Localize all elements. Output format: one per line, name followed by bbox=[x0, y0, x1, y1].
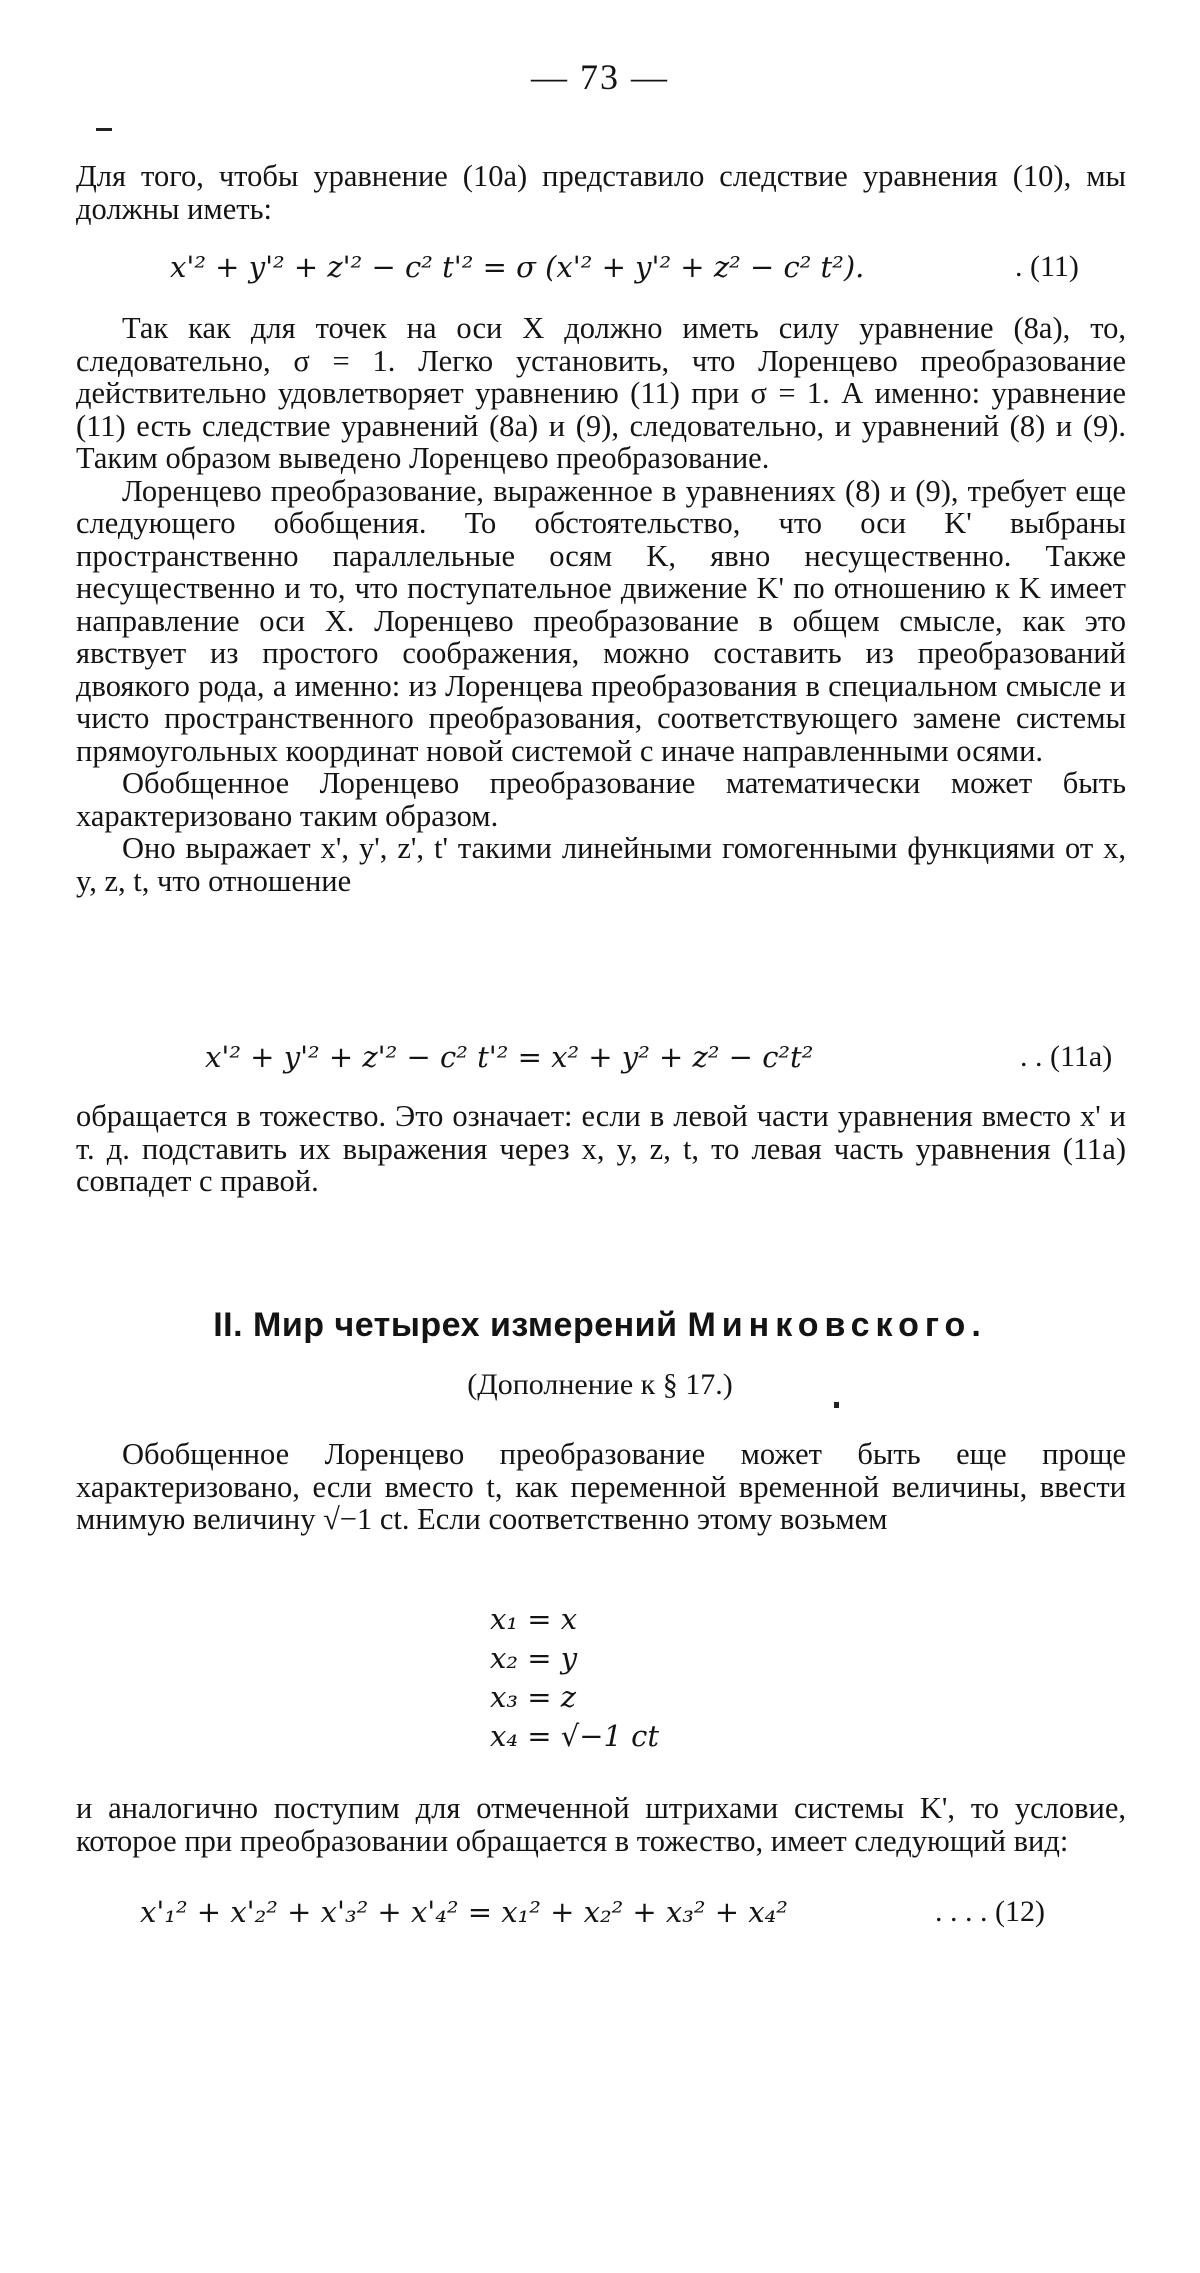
section-paragraph-block bbox=[76, 1438, 1126, 1536]
section-heading-prefix: II. bbox=[213, 1306, 244, 1344]
coordinate-equations bbox=[490, 1600, 659, 1756]
intro-paragraph: Для того, чтобы уравнение (10a) представило следствие уравнения (10), мы должны иметь: bbox=[76, 159, 1126, 226]
intro-paragraph-block bbox=[76, 160, 1126, 225]
section-heading-main: Мир четырех измерений bbox=[253, 1306, 678, 1344]
after-11a-block bbox=[76, 1100, 1126, 1198]
middle-paragraphs bbox=[76, 312, 1126, 897]
print-speck bbox=[834, 1402, 839, 1408]
equation-x3: x₃ = z bbox=[490, 1680, 576, 1714]
section-heading-name: Минковского. bbox=[687, 1306, 987, 1344]
equation-number-12: . . . . (12) bbox=[935, 1895, 1045, 1928]
equation-number-11a: . . (11a) bbox=[1020, 1040, 1113, 1073]
equation-x1: x₁ = x bbox=[490, 1602, 578, 1636]
paragraph-generalization: Лоренцево преобразование, выраженное в уравнениях (8) и (9), требует еще следующего обобщения. То обстоятельство, что оси K' выбраны пространственно параллельные осям K, явно несущественно. Также несущественно и то, что поступательное движение K' по отношению к K имеет направление оси X. Лоренцево преобразование в общем смысле, как это явствует из простого соображения, можно составить из преобразований двоякого рода, а именно: из Лоренцева преобразования в специальном смысле и чисто пространственного преобразования, соответствующего замене системы прямоугольных координат новой системой с иначе направленными осями. bbox=[76, 473, 1126, 768]
formula-11: x'² + y'² + z'² − c² t'² = σ (x'² + y'² + z² − c² t²). bbox=[170, 250, 865, 284]
formula-12: x'₁² + x'₂² + x'₃² + x'₄² = x₁² + x₂² + x₃² + x₄² bbox=[140, 1895, 788, 1929]
page-number: — 73 — bbox=[531, 57, 669, 97]
paragraph-linear-functions: Оно выражает x', y', z', t' такими линейными гомогенными функциями от x, y, z, t, что отношение bbox=[76, 831, 1126, 898]
equation-x4: x₄ = √−1 ct bbox=[490, 1719, 660, 1753]
margin-mark bbox=[96, 128, 112, 131]
paragraph-characterization: Обобщенное Лоренцево преобразование математически может быть характеризовано таким образом. bbox=[76, 766, 1126, 833]
paragraph-imaginary-time: Обобщенное Лоренцево преобразование может быть еще проще характеризовано, если вместо t, как переменной временной величины, ввести мнимую величину √−1 ct. Если соответственно этому возьмем bbox=[76, 1437, 1126, 1536]
formula-11a: x'² + y'² + z'² − c² t'² = x² + y² + z² − c²t² bbox=[205, 1040, 814, 1074]
equation-x2: x₂ = y bbox=[490, 1641, 578, 1675]
section-heading bbox=[0, 1306, 1200, 1345]
section-subtitle: (Дополнение к § 17.) bbox=[467, 1368, 733, 1401]
equation-number-11: . (11) bbox=[1015, 250, 1079, 283]
paragraph-primed-system: и аналогично поступим для отмеченной штрихами системы K', то условие, которое при преобразовании обращается в тожество, имеет следующий вид: bbox=[76, 1791, 1126, 1858]
paragraph-lorentz-derivation: Так как для точек на оси X должно иметь силу уравнение (8a), то, следовательно, σ = 1. Легко установить, что Лоренцево преобразование действительно удовлетворяет уравнению (11) при σ = 1. А именно: уравнение (11) есть следствие уравнений (8a) и (9), следовательно, и уравнений (8) и (9). Таким образом выведено Лоренцево преобразование. bbox=[76, 311, 1126, 475]
closing-paragraph-block bbox=[76, 1792, 1126, 1857]
paragraph-identity: обращается в тожество. Это означает: если в левой части уравнения вместо x' и т. д. подставить их выражения через x, y, z, t, то левая часть уравнения (11a) совпадет с правой. bbox=[76, 1099, 1126, 1198]
